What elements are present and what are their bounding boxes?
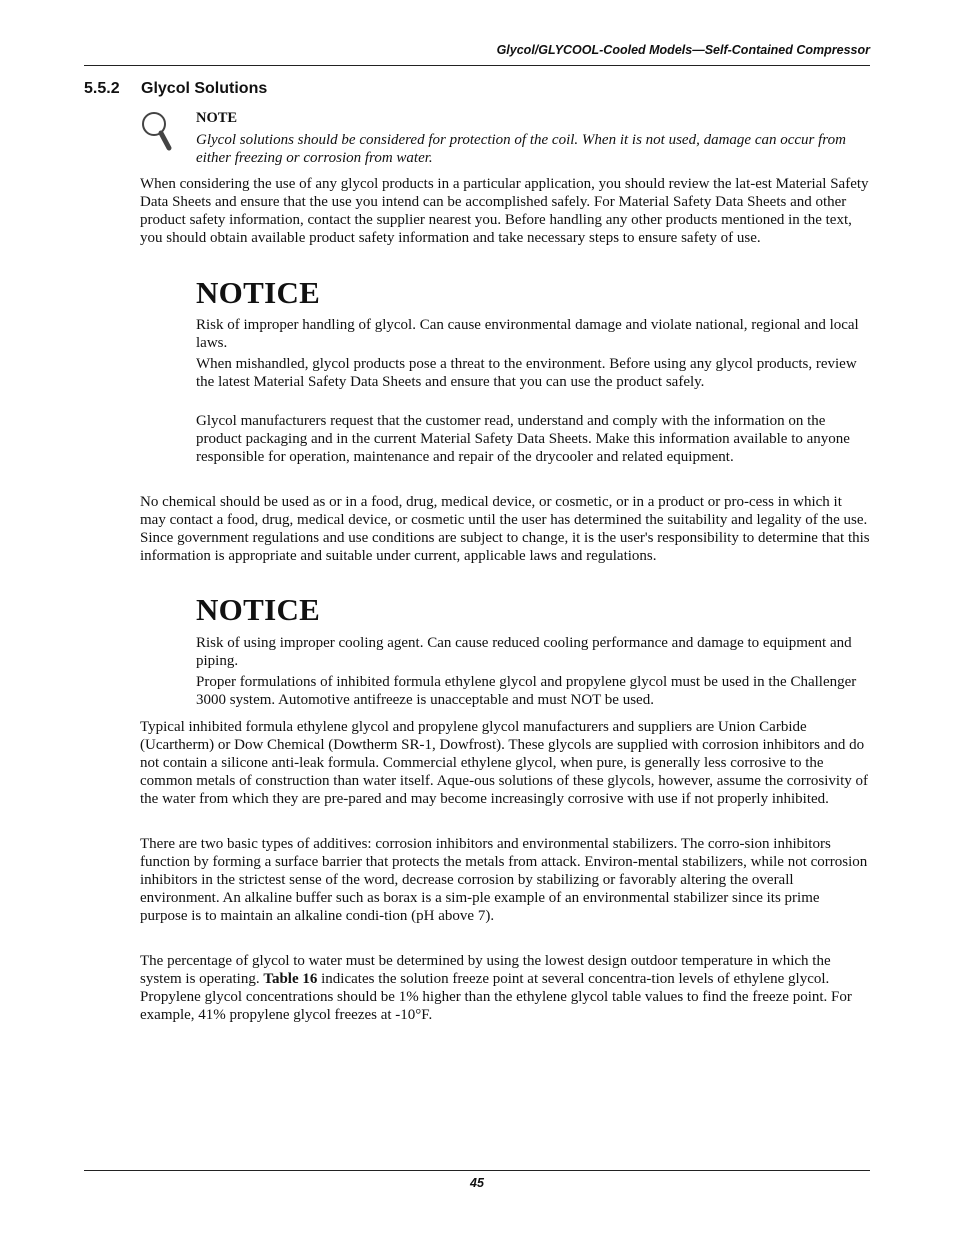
notice-paragraph: Proper formulations of inhibited formula ethylene glycol and propylene glycol must be used in the Challenger 3000 system. Automotive antifreeze is unacceptable and must NOT be used. [196,674,857,708]
notice-paragraph: Risk of improper handling of glycol. Can cause environmental damage and violate national, regional and local laws. [196,317,859,351]
header-rule [84,65,870,66]
body-paragraph-chemical-use: No chemical should be used as or in a food, drug, medical device, or cosmetic, or in a product or pro-cess in which it may contact a food, drug, medical device, or cosmetic until the user has determined the suitability and legality of the use. Since government regulations and use conditions are subject to change, it is the user's responsibility to determine that this information is appropriate and suitable under current, applicable laws and regulations. [140,494,870,564]
magnifier-icon [139,110,175,152]
paragraph-text: indicates the solution freeze point at several concentra-tion levels of ethylene glycol. Propylene glycol concentrations should be 1% higher than the ethylene glycol table values to find the freeze point. For example, 41% propylene glycol freezes at -10°F. [140,971,852,1023]
body-paragraph-manufacturers: Typical inhibited formula ethylene glycol and propylene glycol manufacturers and suppliers are Union Carbide (Ucartherm) or Dow Chemical (Dowtherm SR-1, Dowfrost). These glycols are supplied with corrosion inhibitors and do not contain a silicone anti-leak formula. Commercial ethylene glycol, when pure, is generally less corrosive to the common metals of construction than water itself. Aque-ous solutions of these glycols, however, assume the corrosivity of the water from which they are pre-pared and may become increasingly corrosive with use if not properly inhibited. [140,719,868,807]
section-title: Glycol Solutions [141,80,268,97]
note-text: Glycol solutions should be considered for protection of the coil. When it is not used, damage can occur from either freezing or corrosion from water. [196,132,846,166]
section-number: 5.5.2 [84,80,120,97]
body-paragraph-additives: There are two basic types of additives: corrosion inhibitors and environmental stabilizers. The corro-sion inhibitors function by forming a surface barrier that protects the metals from attack. Environ-mental stabilizers, while not corrosion inhibitors in the strictest sense of the word, decrease corrosion by stabilizing or favorably altering the overall environment. An alkaline buffer such as borax is a sim-ple example of an environmental stabilizer since its prime purpose is to maintain an alkaline condi-tion (pH above 7). [140,836,868,924]
notice-title: NOTICE [196,275,321,310]
body-paragraph-glycol-percentage [140,952,870,1024]
notice-paragraph: Risk of using improper cooling agent. Can cause reduced cooling performance and damage to equipment and piping. [196,635,852,669]
notice-paragraph: When mishandled, glycol products pose a threat to the environment. Before using any glycol products, review the latest Material Safety Data Sheets and ensure that you can use the product safely. [196,356,857,390]
notice-title: NOTICE [196,592,321,627]
page-number: 45 [470,1176,484,1190]
table-reference: Table 16 [263,971,318,987]
footer-rule [84,1170,870,1171]
section-heading [84,80,267,98]
paragraph-text: The percentage of glycol to water must be determined by using the lowest design outdoor temperature in which the system is operating. [140,953,831,987]
body-paragraph-msds: When considering the use of any glycol products in a particular application, you should review the lat-est Material Safety Data Sheets and ensure that the use you intend can be accomplished safely. For Material Safety Data Sheets and other product safety information, contact the supplier nearest you. Before handling any other products mentioned in the text, you should obtain available product safety information and take necessary steps to ensure safety of use. [140,176,869,246]
notice-paragraph: Glycol manufacturers request that the customer read, understand and comply with the information on the product packaging and in the current Material Safety Data Sheets. Make this information available to anyone responsible for operation, maintenance and repair of the drycooler and related equipment. [196,413,850,465]
page-header-title: Glycol/GLYCOOL-Cooled Models—Self-Contained Compressor [496,43,870,57]
note-title: NOTE [196,110,238,126]
